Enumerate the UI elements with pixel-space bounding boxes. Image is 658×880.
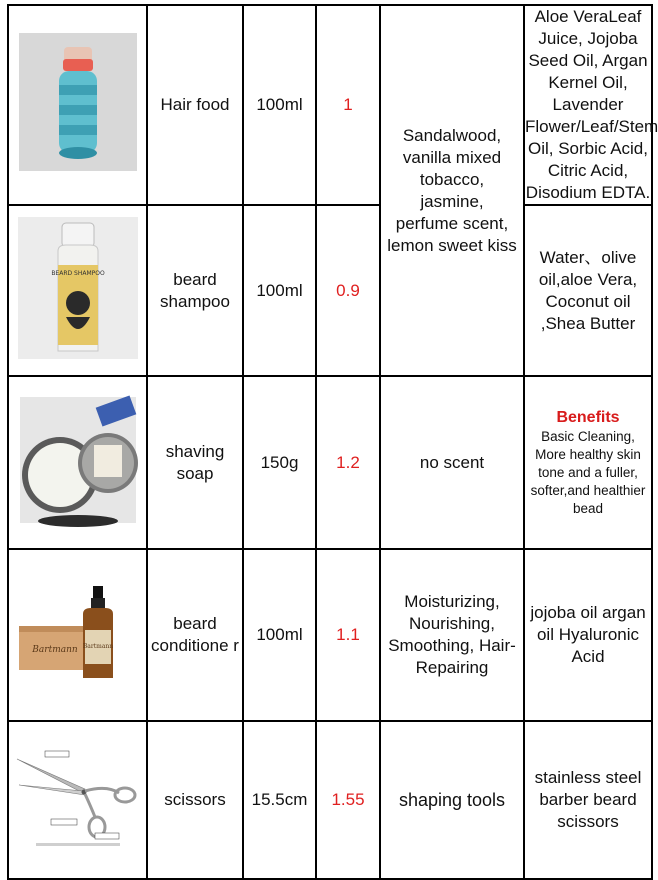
product-volume: 100ml (243, 205, 316, 376)
product-name: beard shampoo (147, 205, 243, 376)
svg-text:Bartmann: Bartmann (82, 643, 113, 650)
product-image-cell (8, 376, 147, 549)
product-ingredients: jojoba oil argan oil Hyaluronic Acid (524, 549, 652, 721)
benefits-text: Basic Cleaning, More healthy skin tone and a fuller, softer,and healthier bead (530, 428, 646, 516)
product-price: 1.2 (316, 376, 380, 549)
product-image-cell (8, 205, 147, 376)
shared-scent-cell: Sandalwood, vanilla mixed tobacco, jasmine, perfume scent, lemon sweet kiss (380, 5, 524, 376)
product-image-cell (8, 5, 147, 205)
product-name: Hair food (147, 5, 243, 205)
product-ingredients: stainless steel barber beard scissors (524, 721, 652, 879)
table-row (8, 549, 652, 721)
product-image-cell (8, 549, 147, 721)
page-edge-mark (36, 843, 120, 846)
table-row (8, 721, 652, 879)
table-row (8, 205, 652, 376)
shaving-soap-tin-icon (20, 397, 136, 523)
hair-food-bottle-icon (19, 33, 137, 171)
product-price: 0.9 (316, 205, 380, 376)
conditioner-bottle-box-icon (15, 580, 141, 684)
product-scent: shaping tools (380, 721, 524, 879)
product-price: 1.1 (316, 549, 380, 721)
product-price: 1 (316, 5, 380, 205)
product-image-cell (8, 721, 147, 879)
product-benefits (524, 376, 652, 549)
product-volume: 15.5cm (243, 721, 316, 879)
product-scent: Moisturizing, Nourishing, Smoothing, Hair-Repairing (380, 549, 524, 721)
product-table (7, 4, 658, 880)
benefits-title: Benefits (556, 408, 620, 426)
product-price: 1.55 (316, 721, 380, 879)
product-ingredients: Water、olive oil,aloe Vera, Coconut oil ,Shea Butter (524, 205, 652, 376)
shampoo-bottle-icon (18, 217, 138, 359)
svg-text:BEARD SHAMPOO: BEARD SHAMPOO (50, 269, 105, 277)
svg-text:Bartmann: Bartmann (31, 645, 78, 655)
table-row (8, 5, 652, 205)
product-scent: no scent (380, 376, 524, 549)
table-row (8, 376, 652, 549)
product-name: beard conditione r (147, 549, 243, 721)
product-ingredients: Aloe VeraLeaf Juice, Jojoba Seed Oil, Argan Kernel Oil, Lavender Flower/Leaf/Stem Oil, Sorbic Acid, Citric Acid, Disodium EDTA. (524, 5, 652, 205)
scissors-icon (15, 745, 141, 849)
product-name: scissors (147, 721, 243, 879)
product-volume: 100ml (243, 549, 316, 721)
product-volume: 100ml (243, 5, 316, 205)
product-volume: 150g (243, 376, 316, 549)
product-name: shaving soap (147, 376, 243, 549)
